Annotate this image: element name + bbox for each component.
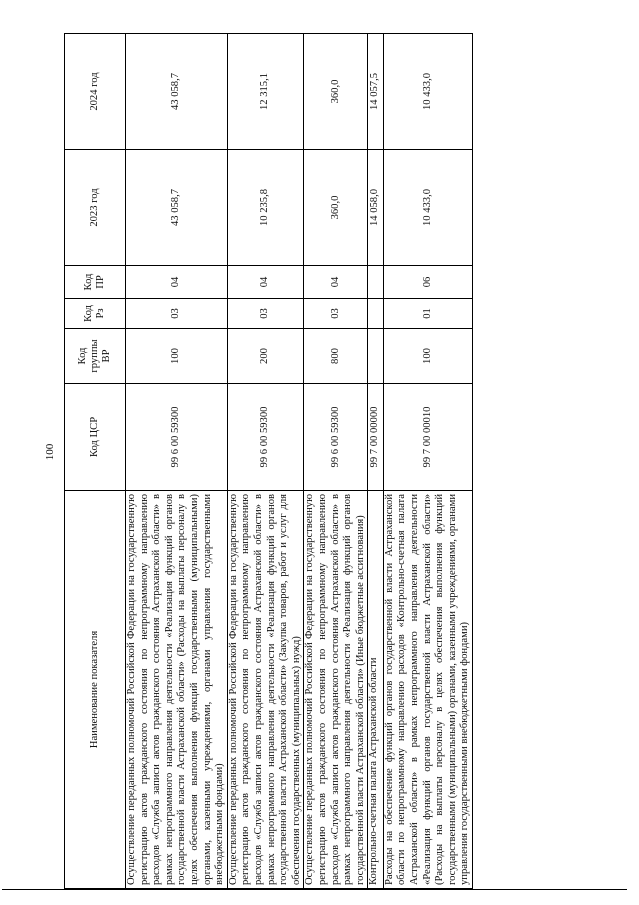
row-vr: 100 <box>383 329 472 384</box>
row-vr: 100 <box>126 329 228 384</box>
row-2024: 43 058,7 <box>126 34 228 150</box>
row-rz: 03 <box>227 299 304 329</box>
row-2023: 360,0 <box>304 150 368 266</box>
page-number: 100 <box>44 443 56 461</box>
row-rz: 03 <box>304 299 368 329</box>
row-2024: 12 315,1 <box>227 34 304 150</box>
row-2023: 43 058,7 <box>126 150 228 266</box>
row-2024: 360,0 <box>304 34 368 150</box>
row-rz: 03 <box>126 299 228 329</box>
rotated-table-page <box>64 34 560 889</box>
row-pr: 04 <box>304 266 368 299</box>
header-csr: Код ЦСР <box>65 384 126 491</box>
row-csr: 99 6 00 59300 <box>227 384 304 491</box>
header-pr: Код ПР <box>65 266 126 299</box>
row-2023: 10 235,8 <box>227 150 304 266</box>
row-rz <box>368 299 384 329</box>
row-name: Осуществление переданных полномочий Российской Федерации на государственную регистрацию актов гражданского состояния по непрограммному направлению расходов «Служба записи актов гражданского состояния Астраханской области» в рамках непрограммного направления деятельности «Реализация функций органов государственной власти Астраханской области» (Расходы на выплаты персоналу в целях обеспечения выполнения функций государственными (муниципальными) органами, казенными учреждениями, органами управления государственными внебюджетными фондами) <box>126 491 228 889</box>
row-name: Контрольно-счетная палата Астраханской области <box>368 491 384 889</box>
header-name: Наименование показателя <box>65 491 126 889</box>
row-name: Осуществление переданных полномочий Российской Федерации на государственную регистрацию актов гражданского состояния по непрограммному направлению расходов «Служба записи актов гражданского состояния Астраханской области» в рамках непрограммного направления деятельности «Реализация функций органов государственной власти Астраханской области» (Закупка товаров, работ и услуг для обеспечения государственных (муниципальных) нужд) <box>227 491 304 889</box>
row-pr: 04 <box>126 266 228 299</box>
header-2023: 2023 год <box>65 150 126 266</box>
row-csr: 99 6 00 59300 <box>304 384 368 491</box>
row-pr <box>368 266 384 299</box>
row-vr: 200 <box>227 329 304 384</box>
table-row <box>126 34 228 889</box>
row-2023: 14 058,0 <box>368 150 384 266</box>
table-header-row <box>65 34 126 889</box>
header-vr: Код группы ВР <box>65 329 126 384</box>
row-pr: 04 <box>227 266 304 299</box>
footer-divider <box>2 889 627 890</box>
budget-table <box>64 33 473 889</box>
row-2024: 10 433,0 <box>383 34 472 150</box>
row-csr: 99 7 00 00000 <box>368 384 384 491</box>
row-2023: 10 433,0 <box>383 150 472 266</box>
row-csr: 99 7 00 00010 <box>383 384 472 491</box>
row-name: Расходы на обеспечение функций органов государственной власти Астраханской области по непрограммному направлению расходов «Контрольно-счетная палата Астраханской области» в рамках непрограммного направления деятельности «Реализация функций органов государственной власти Астраханской области» (Расходы на выплаты персоналу в целях обеспечения выполнения функций государственными (муниципальными) органами, казенными учреждениями, органами управления государственными внебюджетными фондами) <box>383 491 472 889</box>
row-2024: 14 057,5 <box>368 34 384 150</box>
table-row <box>304 34 368 889</box>
header-rz: Код Рз <box>65 299 126 329</box>
table-row <box>368 34 384 889</box>
header-2024: 2024 год <box>65 34 126 150</box>
table-row <box>383 34 472 889</box>
row-vr <box>368 329 384 384</box>
row-vr: 800 <box>304 329 368 384</box>
row-pr: 06 <box>383 266 472 299</box>
row-name: Осуществление переданных полномочий Российской Федерации на государственную регистрацию актов гражданского состояния по непрограммному направлению расходов «Служба записи актов гражданского состояния Астраханской области» в рамках непрограммного направления деятельности «Реализация функций органов государственной власти Астраханской области» (Иные бюджетные ассигнования) <box>304 491 368 889</box>
row-rz: 01 <box>383 299 472 329</box>
row-csr: 99 6 00 59300 <box>126 384 228 491</box>
table-row <box>227 34 304 889</box>
